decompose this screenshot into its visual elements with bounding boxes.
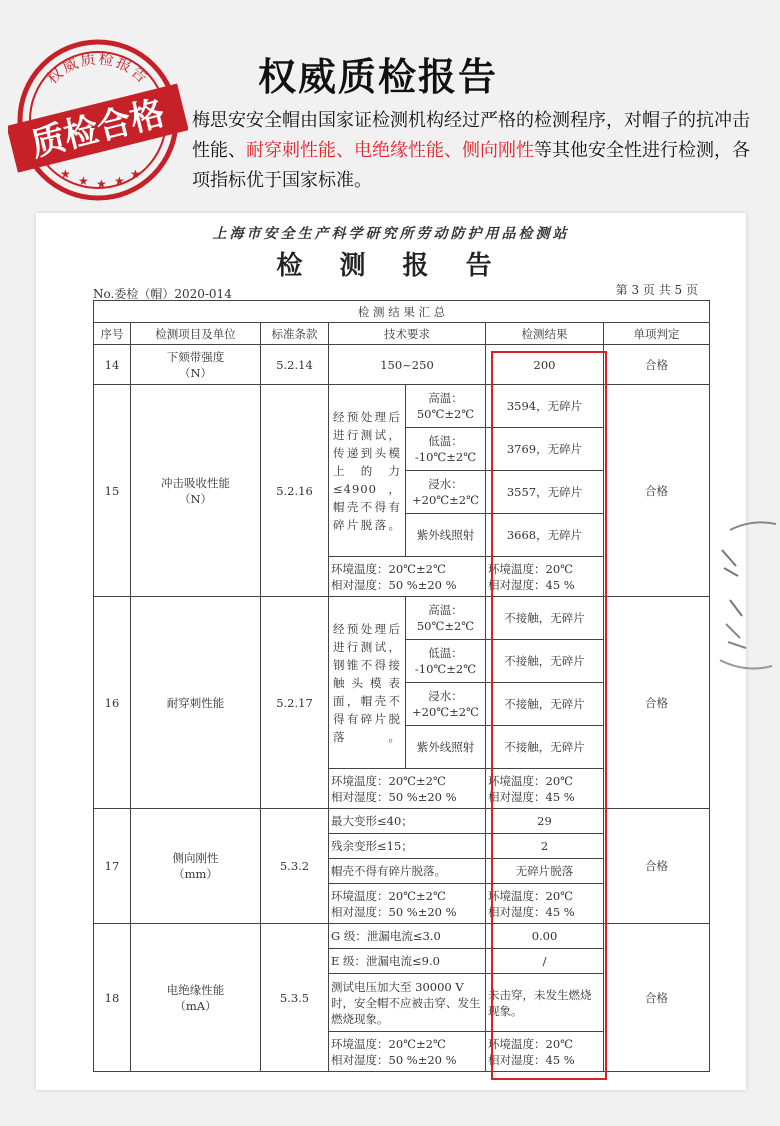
report-title: 检 测 报 告 [276, 251, 506, 281]
condition-cell: 低温： -10℃±2℃ [406, 428, 486, 471]
row-requirement: G 级：泄漏电流≤3.0 [329, 924, 486, 949]
row-no: 14 [94, 345, 131, 385]
stamp-top-text: 权威质检报告 [43, 49, 153, 88]
row-verdict: 合格 [604, 597, 710, 809]
row-verdict: 合格 [604, 809, 710, 924]
table-row [94, 597, 710, 640]
col-header: 序号 [94, 323, 131, 345]
row-clause: 5.2.17 [261, 597, 329, 809]
col-header: 单项判定 [604, 323, 710, 345]
row-verdict: 合格 [604, 924, 710, 1072]
env-result: 环境温度：20℃ 相对湿度：45 % [486, 884, 604, 924]
table-row [94, 924, 710, 949]
intro-highlight: 耐穿刺性能、电绝缘性能、侧向刚性 [246, 140, 534, 161]
results-highlight-box [491, 351, 607, 1080]
row-item: 冲击吸收性能 （N） [131, 385, 261, 597]
env-requirement: 环境温度：20℃±2℃ 相对湿度：50 %±20 % [329, 769, 486, 809]
col-header: 标准条款 [261, 323, 329, 345]
condition-cell: 浸水： +20℃±2℃ [406, 683, 486, 726]
row-requirement: E 级：泄漏电流≤9.0 [329, 949, 486, 974]
row-result: 3769，无碎片 [486, 428, 604, 471]
row-clause: 5.2.16 [261, 385, 329, 597]
intro-part2: 等其他安全性进行检测，各项指标优于国家标准。 [192, 140, 750, 191]
row-result: 不接触，无碎片 [486, 683, 604, 726]
row-clause: 5.2.14 [261, 345, 329, 385]
report-number: No.委检（帽）2020-014 [93, 287, 232, 301]
table-row [94, 809, 710, 834]
page-title: 权威质检报告 [258, 55, 499, 99]
row-result: 无碎片脱落 [486, 859, 604, 884]
row-result: 29 [486, 809, 604, 834]
stamp-center-text: 质检合格 [26, 93, 169, 165]
condition-cell: 浸水： +20℃±2℃ [406, 471, 486, 514]
stamp-stars-icon [60, 167, 141, 191]
quality-stamp [8, 30, 188, 210]
env-result: 环境温度：20℃ 相对湿度：45 % [486, 769, 604, 809]
col-header: 检测项目及单位 [131, 323, 261, 345]
report-page-info: 第 3 页 共 5 页 [615, 283, 698, 297]
row-requirement: 经预处理后进行测试，钢锥不得接触头模表面，帽壳不得有碎片脱落。 [329, 597, 406, 769]
row-no: 17 [94, 809, 131, 924]
intro-text [192, 106, 752, 196]
row-verdict: 合格 [604, 345, 710, 385]
row-verdict: 合格 [604, 385, 710, 597]
condition-cell: 高温： 50℃±2℃ [406, 385, 486, 428]
env-requirement: 环境温度：20℃±2℃ 相对湿度：50 %±20 % [329, 884, 486, 924]
row-requirement: 经预处理后进行测试，传递到头模上的力≤4900，帽壳不得有碎片脱落。 [329, 385, 406, 557]
env-result: 环境温度：20℃ 相对湿度：45 % [486, 557, 604, 597]
results-table [93, 300, 710, 1072]
env-requirement: 环境温度：20℃±2℃ 相对湿度：50 %±20 % [329, 557, 486, 597]
report-org: 上海市安全生产科学研究所劳动防护用品检测站 [212, 226, 570, 242]
table-row [94, 345, 710, 385]
intro-part1: 梅思安安全帽由国家证检测机构经过严格的检测程序，对帽子的抗冲击性能、 [192, 110, 750, 161]
table-header-row [94, 323, 710, 345]
row-requirement: 测试电压加大至 30000 V时，安全帽不应被击穿、发生燃烧现象。 [329, 974, 486, 1032]
condition-cell: 低温： -10℃±2℃ [406, 640, 486, 683]
row-requirement: 最大变形≤40； [329, 809, 486, 834]
table-row [94, 385, 710, 428]
row-requirement: 150~250 [329, 345, 486, 385]
svg-text:★: ★ [78, 174, 89, 188]
svg-text:★: ★ [60, 167, 71, 181]
row-result: 不接触，无碎片 [486, 597, 604, 640]
summary-header: 检 测 结 果 汇 总 [94, 301, 710, 323]
svg-text:权威质检报告 [43, 50, 152, 88]
env-requirement: 环境温度：20℃±2℃ 相对湿度：50 %±20 % [329, 1032, 486, 1072]
row-requirement: 残余变形≤15； [329, 834, 486, 859]
row-result: 3668，无碎片 [486, 514, 604, 557]
row-requirement: 帽壳不得有碎片脱落。 [329, 859, 486, 884]
col-header: 检测结果 [486, 323, 604, 345]
row-result: 200 [486, 345, 604, 385]
row-result: 2 [486, 834, 604, 859]
row-result: / [486, 949, 604, 974]
row-result: 不接触，无碎片 [486, 726, 604, 769]
condition-cell: 紫外线照射 [406, 514, 486, 557]
col-header: 技术要求 [329, 323, 486, 345]
row-item: 下颏带强度 （N） [131, 345, 261, 385]
row-no: 18 [94, 924, 131, 1072]
row-result: 0.00 [486, 924, 604, 949]
row-item: 耐穿刺性能 [131, 597, 261, 809]
row-clause: 5.3.5 [261, 924, 329, 1072]
row-result: 不接触，无碎片 [486, 640, 604, 683]
report-document [36, 213, 746, 1090]
svg-text:★: ★ [130, 167, 141, 181]
row-item: 侧向刚性 （mm） [131, 809, 261, 924]
condition-cell: 高温： 50℃±2℃ [406, 597, 486, 640]
env-result: 环境温度：20℃ 相对湿度：45 % [486, 1032, 604, 1072]
row-clause: 5.3.2 [261, 809, 329, 924]
row-no: 16 [94, 597, 131, 809]
row-no: 15 [94, 385, 131, 597]
svg-text:★: ★ [96, 177, 107, 191]
condition-cell: 紫外线照射 [406, 726, 486, 769]
row-item: 电绝缘性能 （mA） [131, 924, 261, 1072]
row-result: 3594，无碎片 [486, 385, 604, 428]
partial-stamp-mark [716, 520, 780, 670]
row-result: 未击穿，未发生燃烧现象。 [486, 974, 604, 1032]
row-result: 3557，无碎片 [486, 471, 604, 514]
svg-text:★: ★ [114, 174, 125, 188]
